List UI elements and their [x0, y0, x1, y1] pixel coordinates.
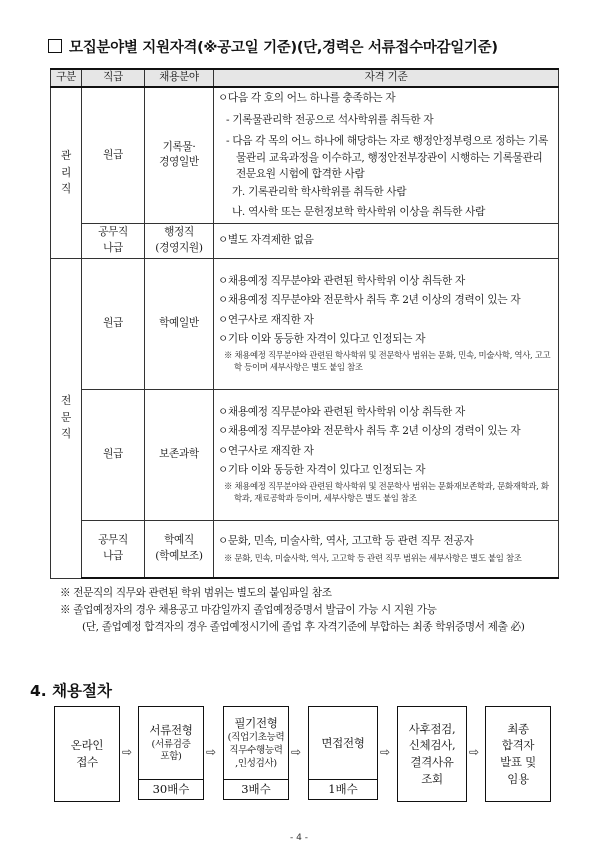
- table-row: [51, 520, 559, 578]
- notes-block: [60, 585, 560, 636]
- field-cell: 학예일반: [145, 258, 214, 389]
- requirement-item: ㅇ기타 이와 동등한 자격이 있다고 인정되는 자: [218, 333, 426, 346]
- category-char: 리: [61, 166, 71, 179]
- level-line: 공무직: [98, 226, 128, 239]
- header-requirements: 자격 기준: [214, 69, 559, 87]
- note-line: ※ 졸업예정자의 경우 채용공고 마감일까지 졸업예정증명서 발급이 가능 시 지원 가능: [60, 604, 437, 617]
- checkbox-square-icon: [48, 39, 62, 53]
- step-subline: ,인성검사): [235, 757, 277, 769]
- requirement-item: ㅇ다음 각 호의 어느 하나를 충족하는 자: [218, 92, 396, 105]
- requirement-item: ㅇ별도 자격제한 없음: [218, 233, 314, 246]
- header-category: 구분: [51, 69, 82, 87]
- step-line: 신체검사,: [408, 738, 456, 753]
- step-line: 결격사유: [410, 755, 454, 769]
- step-written-exam: [223, 706, 289, 780]
- header-level: 직급: [82, 69, 145, 87]
- requirement-note: ※ 채용예정 직무분야와 관련된 학사학위 및 전문학사 범위는 문화, 민속, 미술사학, 역사, 고고학 등이며 세부사항은 별도 붙임 참조: [224, 349, 551, 373]
- field-cell: [145, 520, 214, 578]
- step-line: 조회: [421, 771, 443, 786]
- requirement-item: ㅇ연구사로 재직한 자: [218, 313, 314, 326]
- step-document-screening: [138, 706, 204, 780]
- level-line: 나급: [103, 241, 123, 254]
- level-line: 공무직: [98, 534, 128, 547]
- header-field: 채용분야: [145, 69, 214, 87]
- step-subline: (직업기초능력: [227, 732, 285, 744]
- requirement-note: ※ 채용예정 직무분야와 관련된 학사학위 및 전문학사 범위는 문화재보존학과, 문화재학과, 화학과, 재료공학과 등이며, 세부사항은 별도 붙임 참조: [224, 480, 549, 504]
- requirements-cell: [214, 87, 559, 223]
- requirement-item: ㅇ연구사로 재직한 자: [218, 444, 314, 457]
- level-cell: 원급: [82, 389, 145, 520]
- category-char: 직: [61, 428, 71, 441]
- table-row: [51, 223, 559, 258]
- requirement-item: ㅇ채용예정 직무분야와 전문학사 취득 후 2년 이상의 경력이 있는 자: [218, 294, 521, 307]
- step-line: 접수: [76, 755, 98, 769]
- table-row: [51, 87, 559, 223]
- field-line: 행정직: [164, 226, 194, 239]
- requirement-item: ㅇ기타 이와 동등한 자격이 있다고 인정되는 자: [218, 464, 426, 477]
- category-expert: [51, 258, 82, 578]
- qualification-table: [50, 68, 559, 579]
- step-line: 면접전형: [321, 735, 365, 750]
- level-cell: 원급: [82, 87, 145, 223]
- category-char: 문: [61, 411, 71, 424]
- step-post-check: [397, 706, 467, 802]
- arrow-right-icon: ⇨: [380, 745, 391, 759]
- requirement-item: ㅇ채용예정 직무분야와 관련된 학사학위 이상 취득한 자: [218, 275, 465, 288]
- table-row: [51, 258, 559, 389]
- field-line: (학예보조): [155, 549, 203, 562]
- requirement-item: - 다음 각 목의 어느 하나에 해당하는 자로 행정안정부령으로 정하는 기록물관리 교육과정을 이수하고, 행정안전부장관이 시행하는 기록물관리 전문요원 시험에 합격한 사람: [226, 135, 549, 180]
- requirement-item: 나. 역사학 또는 문헌정보학 학사학위 이상을 취득한 사람: [232, 205, 486, 218]
- table-row: [51, 389, 559, 520]
- note-line: (단, 졸업예정 합격자의 경우 졸업예정시기에 졸업 후 자격기준에 부합하는 최종 학위증명서 제출 必): [82, 621, 525, 634]
- page-title: [48, 36, 498, 57]
- step-online-application: [54, 706, 120, 802]
- step-line: 최종: [507, 721, 529, 736]
- requirements-cell: [214, 258, 559, 389]
- requirement-note: ※ 문화, 민속, 미술사학, 역사, 고고학 등 관련 직무 범위는 세부사항은 별도 붙임 참조: [224, 553, 522, 564]
- requirements-cell: [214, 389, 559, 520]
- arrow-right-icon: ⇨: [206, 745, 217, 759]
- field-line: 학예직: [164, 534, 194, 547]
- step-final-announcement: [485, 706, 551, 802]
- field-line: 경영일반: [159, 156, 199, 169]
- requirement-item: ㅇ문화, 민속, 미술사학, 역사, 고고학 등 관련 직무 전공자: [218, 534, 474, 547]
- multiplier-interview: 1배수: [308, 779, 378, 800]
- requirements-cell: [214, 520, 559, 578]
- step-line: 임용: [507, 771, 529, 786]
- multiplier-written: 3배수: [223, 779, 289, 800]
- level-cell: [82, 223, 145, 258]
- level-cell: 원급: [82, 258, 145, 389]
- level-cell: [82, 520, 145, 578]
- category-char: 전: [61, 395, 71, 408]
- category-admin: [51, 87, 82, 258]
- page-number: - 4 -: [290, 833, 308, 843]
- step-subline: 직무수행능력: [229, 744, 283, 756]
- step-subline: (서류검증: [151, 738, 191, 750]
- multiplier-document: 30배수: [138, 779, 204, 800]
- step-subline: 포함): [160, 751, 182, 763]
- note-line: ※ 전문직의 직무와 관련된 학위 범위는 별도의 붙임파일 참조: [60, 587, 332, 599]
- requirement-item: 가. 기록관리학 학사학위를 취득한 사람: [232, 186, 407, 199]
- table-header-row: [51, 69, 559, 87]
- step-interview: [308, 706, 378, 780]
- field-cell: [145, 223, 214, 258]
- level-line: 나급: [103, 549, 123, 562]
- step-line: 합격자: [501, 738, 535, 753]
- category-char: 관: [61, 150, 71, 163]
- arrow-right-icon: ⇨: [291, 745, 302, 759]
- field-line: (경영지원): [155, 241, 203, 254]
- field-line: 기록물·: [162, 140, 196, 153]
- requirement-item: - 기록물관리학 전공으로 석사학위를 취득한 자: [226, 113, 434, 126]
- category-char: 직: [61, 182, 71, 195]
- requirement-item: ㅇ채용예정 직무분야와 전문학사 취득 후 2년 이상의 경력이 있는 자: [218, 425, 521, 438]
- title-text: 모집분야별 지원자격(※공고일 기준)(단,경력은 서류접수마감일기준): [69, 40, 498, 56]
- step-line: 필기전형: [234, 716, 278, 731]
- step-line: 사후점검,: [408, 721, 456, 736]
- step-line: 서류전형: [149, 722, 193, 737]
- section-title: 4. 채용절차: [30, 682, 112, 700]
- field-cell: [145, 87, 214, 223]
- step-line: 발표 및: [500, 755, 536, 769]
- requirement-item: ㅇ채용예정 직무분야와 관련된 학사학위 이상 취득한 자: [218, 406, 465, 419]
- step-line: 온라인: [70, 738, 104, 753]
- arrow-right-icon: ⇨: [469, 745, 480, 759]
- requirements-cell: [214, 223, 559, 258]
- field-cell: 보존과학: [145, 389, 214, 520]
- arrow-right-icon: ⇨: [122, 745, 133, 759]
